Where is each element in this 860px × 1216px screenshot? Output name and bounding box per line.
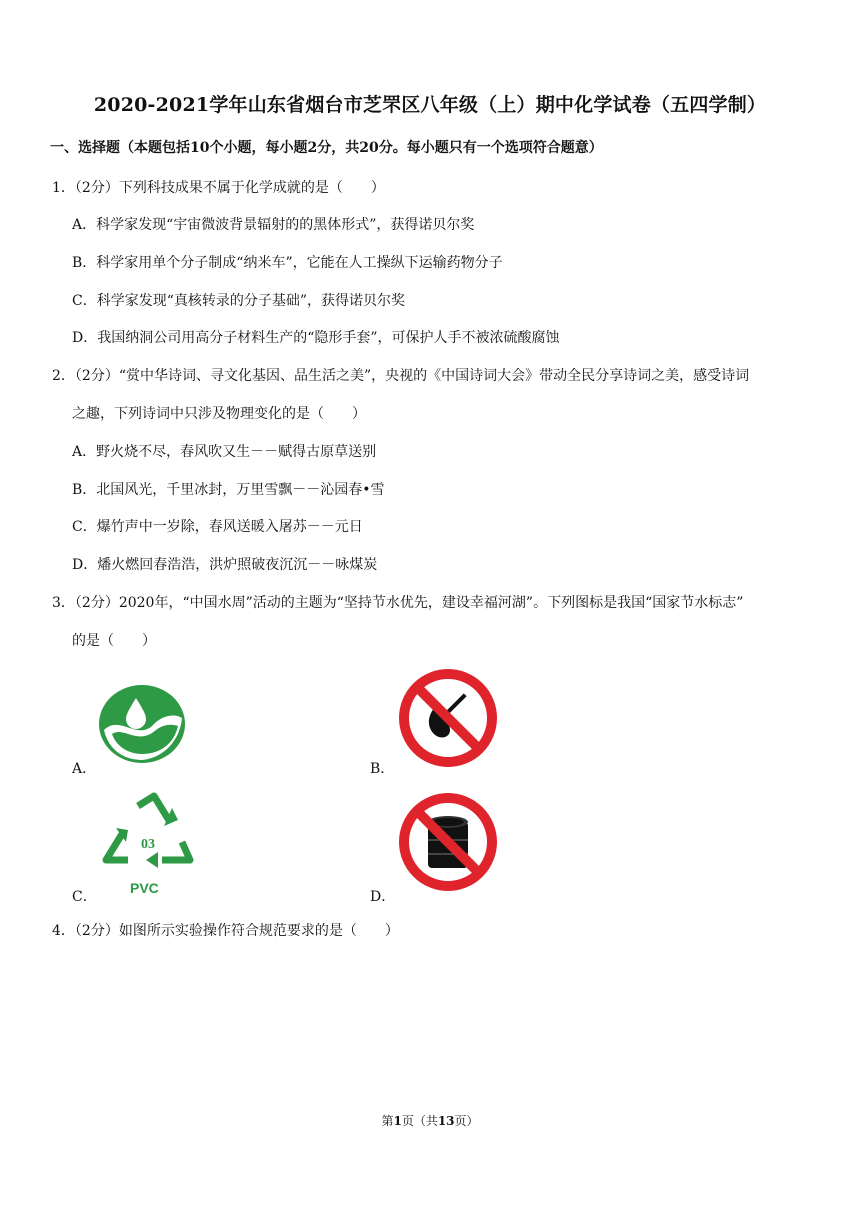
- question-2-option-d: D．燔火燃回春浩浩，洪炉照破夜沉沉－－咏煤炭: [72, 557, 378, 573]
- recycle-triangle-icon: [98, 790, 198, 880]
- no-open-flame-icon: [398, 668, 498, 768]
- footer-suffix: 页）: [454, 1114, 479, 1128]
- question-2-option-c: C．爆竹声中一岁除，春风送暖入屠苏－－元日: [72, 519, 363, 535]
- question-4-stem: 4．（2分）如图所示实验操作符合规范要求的是（ ）: [52, 923, 399, 939]
- question-3-stem-line1: 3．（2分）2020年，“中国水周”活动的主题为“坚持节水优先，建设幸福河湖”。下列图标是我国“国家节水标志”: [52, 595, 744, 611]
- footer-mid: 页（共: [401, 1114, 438, 1128]
- question-3-option-c-label: C．: [72, 889, 97, 905]
- no-oil-drum-icon: [398, 792, 498, 892]
- footer-prefix: 第: [381, 1114, 394, 1128]
- question-1-option-a: A．科学家发现“宇宙微波背景辐射的的黑体形式”，获得诺贝尔奖: [72, 217, 475, 233]
- question-2-option-a: A．野火烧不尽，春风吹又生－－赋得古原草送别: [72, 444, 377, 460]
- question-1-option-b: B．科学家用单个分子制成“纳米车”，它能在人工操纵下运输药物分子: [72, 255, 503, 271]
- question-2-stem-line1: 2．（2分）“赏中华诗词、寻文化基因、品生活之美”，央视的《中国诗词大会》带动全民分享诗词之美，感受诗词: [52, 368, 750, 384]
- water-saving-icon: [98, 684, 186, 764]
- question-2-option-b: B．北国风光，千里冰封，万里雪飘－－沁园春•雪: [72, 482, 385, 498]
- question-3-option-a-label: A．: [72, 761, 97, 777]
- footer-page-number: 1: [393, 1114, 402, 1128]
- question-2-stem-line2: 之趣，下列诗词中只涉及物理变化的是（ ）: [72, 406, 366, 422]
- question-3-option-d-label: D．: [370, 889, 396, 905]
- question-3-option-b-label: B．: [370, 761, 395, 777]
- exam-title: 2020-2021学年山东省烟台市芝罘区八年级（上）期中化学试卷（五四学制）: [93, 94, 767, 116]
- recycle-material-text: PVC: [130, 880, 159, 896]
- footer-total-pages: 13: [437, 1114, 455, 1128]
- question-3-stem-line2: 的是（ ）: [72, 633, 156, 649]
- question-1-option-c: C．科学家发现“真核转录的分子基础”，获得诺贝尔奖: [72, 293, 406, 309]
- page-footer: [0, 1112, 860, 1129]
- recycle-code-text: 03: [141, 837, 155, 852]
- question-1-option-d: D．我国纳洞公司用高分子材料生产的“隐形手套”，可保护人手不被浓硫酸腐蚀: [72, 330, 560, 346]
- section-heading: 一、选择题（本题包括10个小题，每小题2分，共20分。每小题只有一个选项符合题意）: [50, 140, 603, 156]
- question-1-stem: 1．（2分）下列科技成果不属于化学成就的是（ ）: [52, 180, 385, 196]
